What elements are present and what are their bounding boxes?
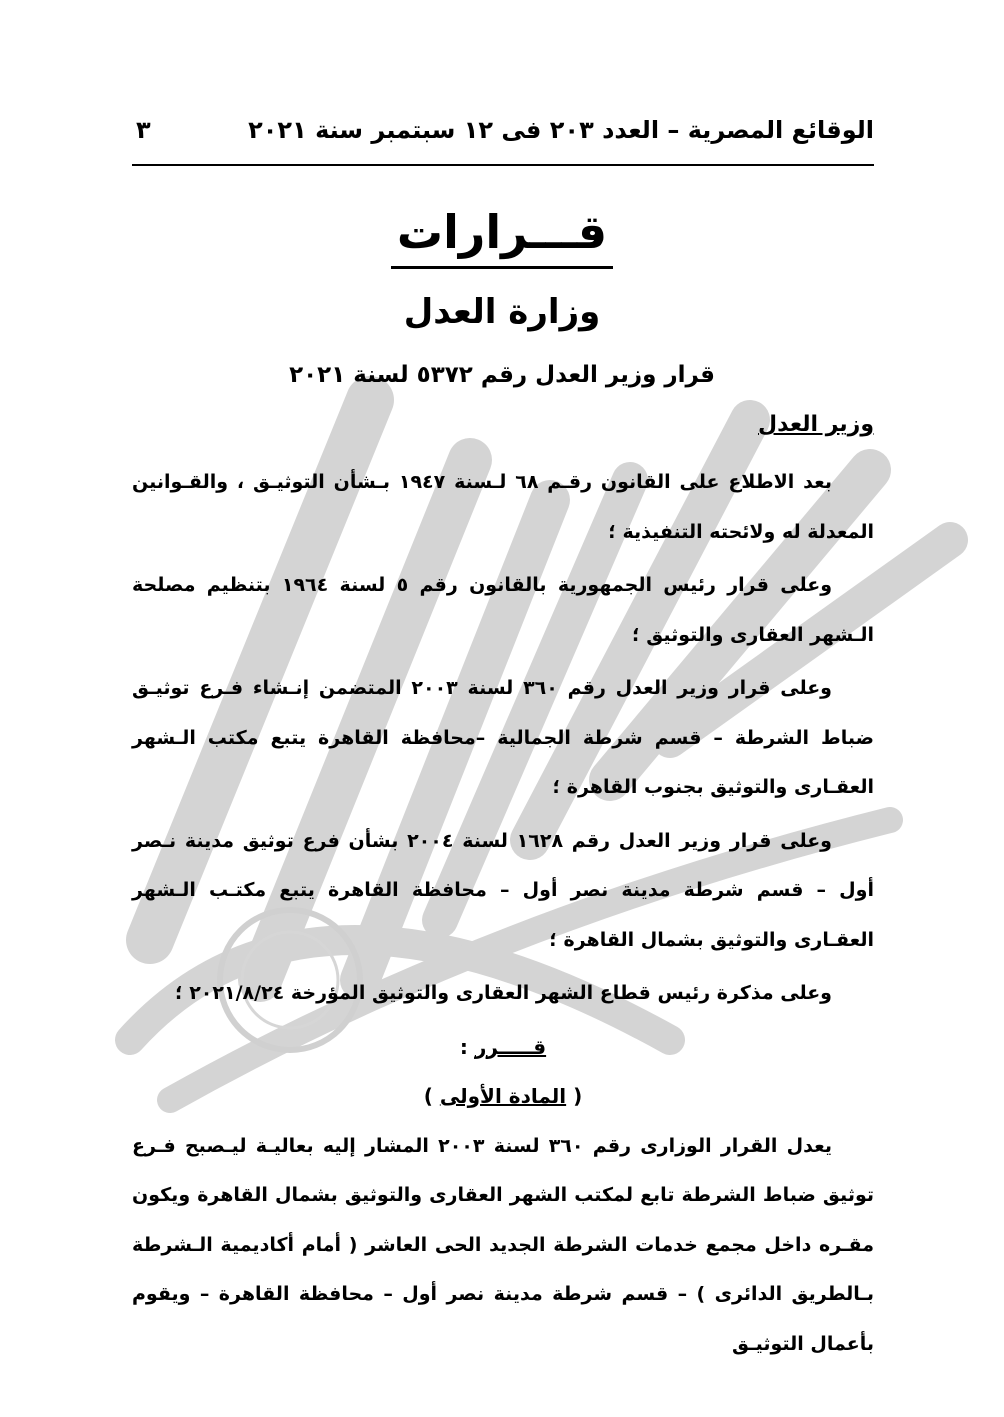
decided-colon: : — [459, 1034, 475, 1059]
decision-title: قرار وزير العدل رقم ٥٣٧٢ لسنة ٢٠٢١ — [289, 362, 715, 388]
ministry-heading: وزارة العدل — [403, 292, 601, 332]
article-heading — [132, 1072, 874, 1122]
preamble-paragraph-2: وعلى قرار رئيس الجمهورية بالقانون رقم ٥ لسنة ١٩٦٤ بتنظيم مصلحة الـشهر العقارى والتوثيق ؛ — [132, 574, 874, 646]
page-number: ٣ — [136, 116, 151, 144]
preamble-paragraph-1: بعد الاطلاع على القانون رقـم ٦٨ لـسنة ١٩٤٧ بـشأن التوثيـق ، والقـوانين المعدلة له ولائحته التنفيذية ؛ — [132, 471, 874, 543]
decision-body — [132, 458, 874, 1373]
section-title-text: قـــرارات — [391, 205, 613, 269]
preamble-paragraph-3: وعلى قرار وزير العدل رقم ٣٦٠ لسنة ٢٠٠٣ المتضمن إنـشاء فـرع توثيـق ضباط الشرطة – قسم شرطة الجمالية –محافظة القاهرة يتبع مكتب الـشهر العقـارى والتوثيق بجنوب القاهرة ؛ — [132, 677, 874, 798]
minister-heading: وزير العدل — [758, 412, 874, 437]
decided-heading — [132, 1023, 874, 1073]
gazette-header-title: الوقائع المصرية – العدد ٢٠٣ فى ١٢ سبتمبر سنة ٢٠٢١ — [248, 116, 874, 144]
article-paren-close: ) — [423, 1084, 440, 1108]
section-title — [0, 205, 1004, 269]
header-divider — [132, 164, 874, 166]
decided-word: قـــــرر — [474, 1034, 547, 1059]
preamble-paragraph-4: وعلى قرار وزير العدل رقم ١٦٢٨ لسنة ٢٠٠٤ بشأن فرع توثيق مدينة نـصر أول – قسم شرطة مدينة نصر أول – محافظة القاهرة يتبع مكتـب الـشهر العقـارى والتوثيق بشمال القاهرة ؛ — [132, 829, 874, 951]
article-paren-open: ( — [566, 1084, 583, 1108]
article-paragraph: يعدل القرار الوزارى رقم ٣٦٠ لسنة ٢٠٠٣ المشار إليه بعاليـة ليـصبح فـرع توثيق ضباط الشرطة تابع لمكتب الشهر العقارى والتوثيق بشمال القاهرة ويكون مقـره داخل مجمع خدمات الشرطة الجديد الحى العاشر ( أمام أكاديمية الـشرطة بـالطريق الدائرى ) – قسم شرطة مدينة نصر أول – محافظة القاهرة – ويقوم بأعمال التوثيـق — [132, 1134, 874, 1355]
page-header — [132, 112, 874, 154]
article-title: المادة الأولى — [439, 1084, 567, 1108]
preamble-paragraph-5: وعلى مذكرة رئيس قطاع الشهر العقارى والتوثيق المؤرخة ٢٠٢١/٨/٢٤ ؛ — [174, 982, 832, 1004]
